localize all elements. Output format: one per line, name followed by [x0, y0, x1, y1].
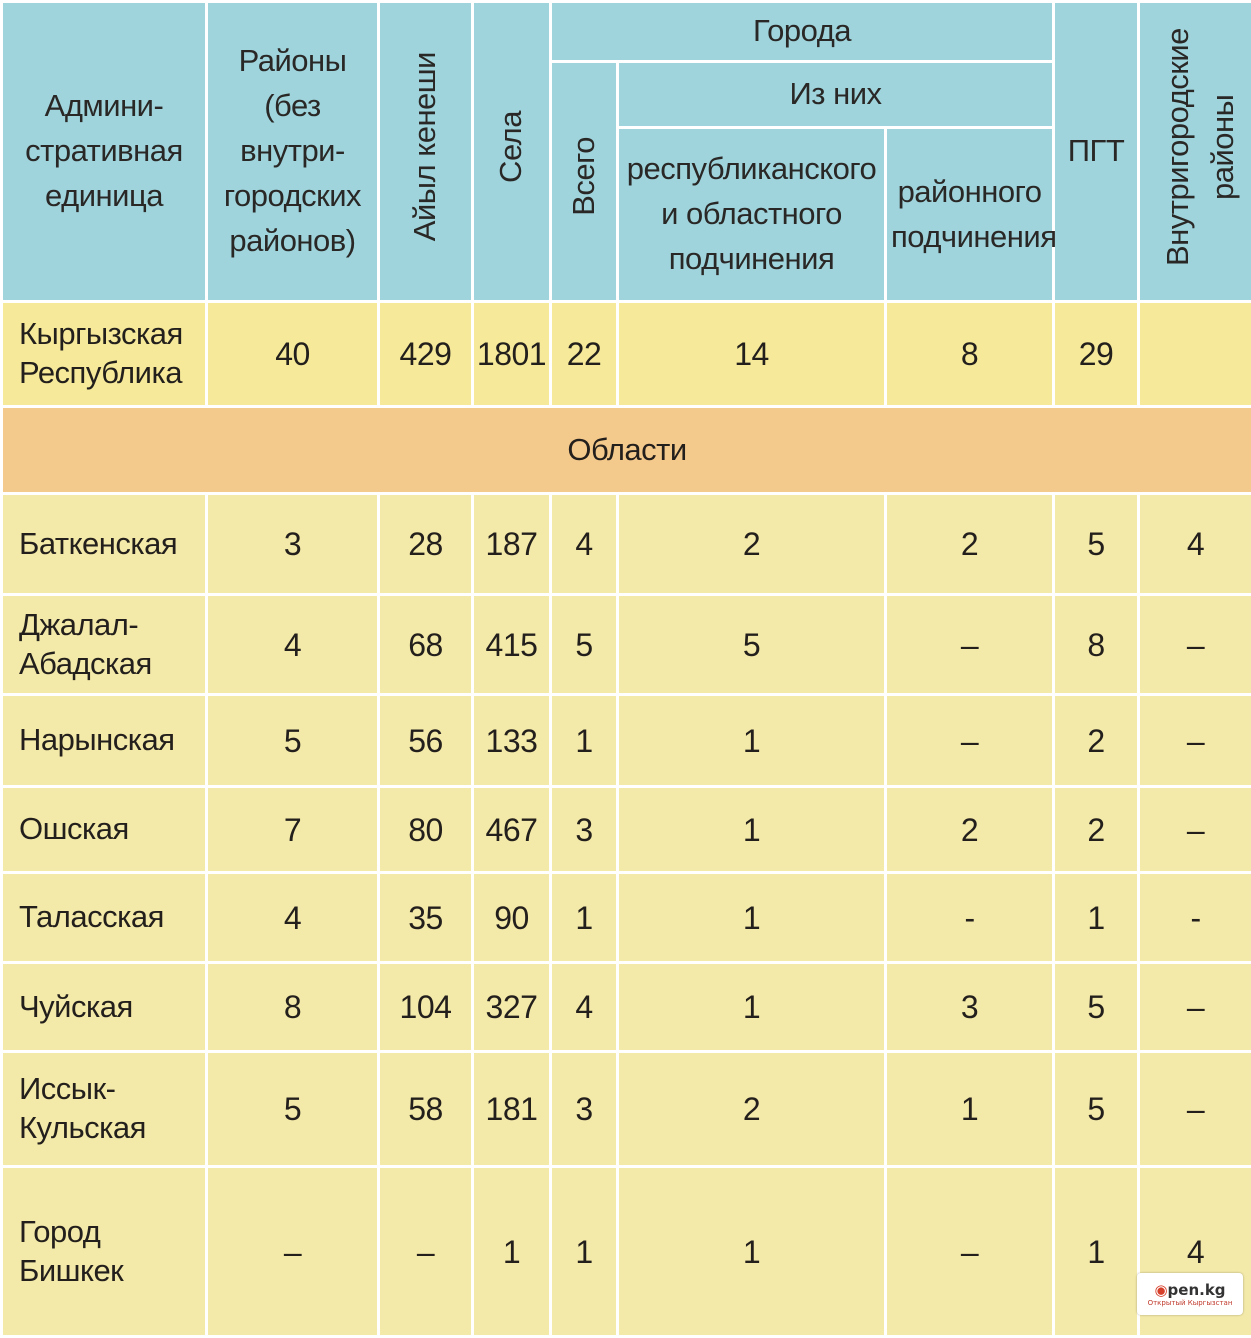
cell-intracity: 4 — [1139, 1167, 1251, 1337]
cell-intracity: – — [1139, 963, 1251, 1052]
row-name: Кыргызская Республика — [2, 302, 207, 407]
section-band: Области — [2, 407, 1251, 494]
header-intracity: Внутригородские районы — [1139, 2, 1251, 302]
cell-intracity: – — [1139, 695, 1251, 787]
cell-republican: 5 — [618, 595, 886, 695]
cell-district-sub: 8 — [886, 302, 1054, 407]
row-name: Джалал-Абадская — [2, 595, 207, 695]
header-admin-unit: Админи-стративная единица — [2, 2, 207, 302]
cell-intracity — [1139, 302, 1251, 407]
cell-district-sub: – — [886, 595, 1054, 695]
cell-total: 22 — [551, 302, 618, 407]
header-districts: Районы (без внутри-городских районов) — [207, 2, 379, 302]
cell-districts: 5 — [207, 1052, 379, 1167]
row-name: Иссык-Кульская — [2, 1052, 207, 1167]
table-row — [2, 494, 1251, 595]
row-name: Город Бишкек — [2, 1167, 207, 1337]
header-of-which: Из них — [618, 62, 1054, 128]
cell-district-sub: 2 — [886, 787, 1054, 873]
cell-villages: 1801 — [473, 302, 551, 407]
header-district-sub: районного подчинения — [886, 128, 1054, 302]
cell-pgt: 1 — [1054, 873, 1139, 963]
cell-republican: 2 — [618, 494, 886, 595]
cell-ayil: 35 — [379, 873, 473, 963]
cell-villages: 133 — [473, 695, 551, 787]
cell-total: 5 — [551, 595, 618, 695]
row-name: Чуйская — [2, 963, 207, 1052]
cell-total: 3 — [551, 787, 618, 873]
cell-district-sub: - — [886, 873, 1054, 963]
cell-intracity: – — [1139, 787, 1251, 873]
cell-ayil: 104 — [379, 963, 473, 1052]
cell-villages: 90 — [473, 873, 551, 963]
row-name: Таласская — [2, 873, 207, 963]
header-total: Всего — [551, 62, 618, 302]
cell-district-sub: 1 — [886, 1052, 1054, 1167]
cell-pgt: 1 — [1054, 1167, 1139, 1337]
table-row — [2, 1052, 1251, 1167]
cell-villages: 415 — [473, 595, 551, 695]
cell-total: 1 — [551, 873, 618, 963]
header-republican: республиканского и областного подчинения — [618, 128, 886, 302]
header-cities: Города — [551, 2, 1054, 62]
cell-ayil: 28 — [379, 494, 473, 595]
header-ayil-keneshi: Айыл кенеши — [379, 2, 473, 302]
cell-pgt: 2 — [1054, 787, 1139, 873]
cell-ayil: – — [379, 1167, 473, 1337]
cell-district-sub: 3 — [886, 963, 1054, 1052]
cell-villages: 467 — [473, 787, 551, 873]
cell-intracity: – — [1139, 595, 1251, 695]
header-pgt: ПГТ — [1054, 2, 1139, 302]
cell-pgt: 8 — [1054, 595, 1139, 695]
cell-total: 4 — [551, 494, 618, 595]
cell-intracity: – — [1139, 1052, 1251, 1167]
cell-pgt: 2 — [1054, 695, 1139, 787]
cell-villages: 187 — [473, 494, 551, 595]
cell-republican: 1 — [618, 963, 886, 1052]
cell-villages: 181 — [473, 1052, 551, 1167]
cell-republican: 1 — [618, 695, 886, 787]
table-row — [2, 695, 1251, 787]
watermark-subtitle: Открытый Кыргызстан — [1148, 1299, 1233, 1307]
cell-republican: 2 — [618, 1052, 886, 1167]
cell-ayil: 80 — [379, 787, 473, 873]
watermark-brand: ◉pen.kg — [1154, 1281, 1225, 1299]
cell-ayil: 429 — [379, 302, 473, 407]
cell-republican: 1 — [618, 787, 886, 873]
cell-total: 4 — [551, 963, 618, 1052]
cell-total: 1 — [551, 695, 618, 787]
row-name: Ошская — [2, 787, 207, 873]
header-villages: Села — [473, 2, 551, 302]
cell-districts: – — [207, 1167, 379, 1337]
cell-pgt: 5 — [1054, 1052, 1139, 1167]
cell-districts: 5 — [207, 695, 379, 787]
table-row — [2, 595, 1251, 695]
cell-districts: 7 — [207, 787, 379, 873]
cell-pgt: 5 — [1054, 494, 1139, 595]
cell-district-sub: – — [886, 695, 1054, 787]
cell-republican: 14 — [618, 302, 886, 407]
table-row — [2, 1167, 1251, 1337]
cell-ayil: 56 — [379, 695, 473, 787]
cell-intracity: - — [1139, 873, 1251, 963]
cell-districts: 3 — [207, 494, 379, 595]
cell-villages: 327 — [473, 963, 551, 1052]
cell-total: 1 — [551, 1167, 618, 1337]
cell-pgt: 29 — [1054, 302, 1139, 407]
cell-district-sub: – — [886, 1167, 1054, 1337]
cell-republican: 1 — [618, 1167, 886, 1337]
row-name: Нарынская — [2, 695, 207, 787]
cell-districts: 4 — [207, 873, 379, 963]
table-row — [2, 787, 1251, 873]
cell-republican: 1 — [618, 873, 886, 963]
cell-ayil: 58 — [379, 1052, 473, 1167]
watermark-logo — [1137, 1273, 1243, 1315]
table-row — [2, 963, 1251, 1052]
cell-pgt: 5 — [1054, 963, 1139, 1052]
table-row — [2, 302, 1251, 407]
section-band-row — [2, 407, 1251, 494]
cell-districts: 8 — [207, 963, 379, 1052]
cell-intracity: 4 — [1139, 494, 1251, 595]
cell-district-sub: 2 — [886, 494, 1054, 595]
cell-districts: 40 — [207, 302, 379, 407]
row-name: Баткенская — [2, 494, 207, 595]
cell-total: 3 — [551, 1052, 618, 1167]
table-row — [2, 873, 1251, 963]
cell-districts: 4 — [207, 595, 379, 695]
cell-villages: 1 — [473, 1167, 551, 1337]
cell-ayil: 68 — [379, 595, 473, 695]
